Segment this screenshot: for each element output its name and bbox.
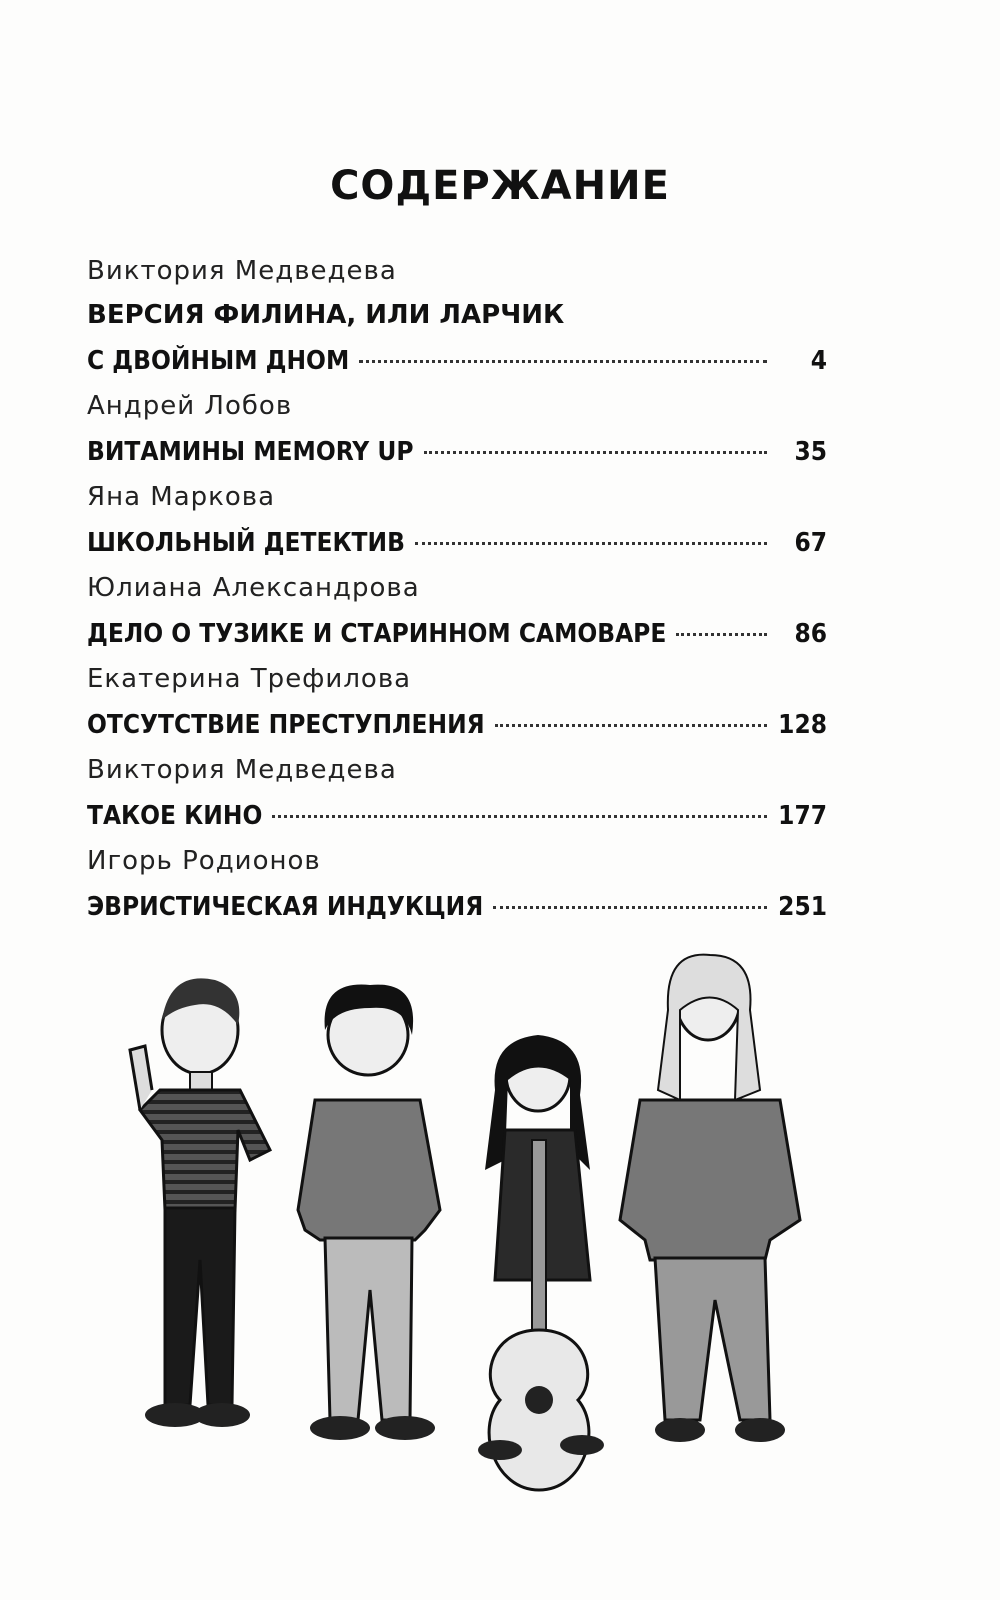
entry-author: Виктория Медведева xyxy=(87,256,397,286)
entry-title: ТАКОЕ КИНО xyxy=(87,801,263,831)
toc-entry xyxy=(87,567,827,658)
page-title: СОДЕРЖАНИЕ xyxy=(330,163,670,209)
entry-title-row xyxy=(87,792,827,840)
entry-title: ЭВРИСТИЧЕСКАЯ ИНДУКЦИЯ xyxy=(87,892,484,922)
toc-entry xyxy=(87,749,827,840)
girl-hoodie-figure xyxy=(620,955,800,1442)
entry-title-row xyxy=(87,610,827,658)
entry-title-row xyxy=(87,883,827,931)
entry-title-row xyxy=(87,701,827,749)
toc-entry xyxy=(87,840,827,931)
dot-leader xyxy=(415,542,767,545)
entry-author: Екатерина Трефилова xyxy=(87,664,412,694)
table-of-contents xyxy=(87,250,827,931)
entry-title: ОТСУТСТВИЕ ПРЕСТУПЛЕНИЯ xyxy=(87,710,485,740)
dot-leader xyxy=(493,906,767,909)
dot-leader xyxy=(676,633,767,636)
entry-title: ШКОЛЬНЫЙ ДЕТЕКТИВ xyxy=(87,528,405,558)
entry-title-row xyxy=(87,428,827,476)
entry-page-number: 251 xyxy=(778,892,827,922)
entry-title: ВИТАМИНЫ MEMORY UP xyxy=(87,437,414,467)
toc-entry xyxy=(87,250,827,385)
entry-author: Яна Маркова xyxy=(87,482,275,512)
boy-curly-figure xyxy=(298,985,440,1440)
entry-page-number: 35 xyxy=(794,437,827,467)
entry-title-row xyxy=(87,337,827,385)
dot-leader xyxy=(424,451,768,454)
entry-page-number: 4 xyxy=(810,346,827,376)
entry-title-line: ВЕРСИЯ ФИЛИНА, ИЛИ ЛАРЧИК xyxy=(87,300,565,330)
toc-entry xyxy=(87,658,827,749)
entry-title-row xyxy=(87,519,827,567)
entry-author: Виктория Медведева xyxy=(87,755,397,785)
girl-guitar-figure xyxy=(478,1035,604,1490)
dot-leader xyxy=(359,360,767,363)
entry-page-number: 67 xyxy=(794,528,827,558)
boy-waving-figure xyxy=(130,978,270,1427)
entry-title: ДЕЛО О ТУЗИКЕ И СТАРИННОМ САМОВАРЕ xyxy=(87,619,667,649)
entry-page-number: 177 xyxy=(778,801,827,831)
entry-author: Игорь Родионов xyxy=(87,846,321,876)
entry-title: С ДВОЙНЫМ ДНОМ xyxy=(87,346,350,376)
dot-leader xyxy=(272,815,767,818)
entry-author: Андрей Лобов xyxy=(87,391,293,421)
entry-page-number: 128 xyxy=(778,710,827,740)
toc-entry xyxy=(87,385,827,476)
toc-entry xyxy=(87,476,827,567)
entry-page-number: 86 xyxy=(794,619,827,649)
teens-illustration xyxy=(120,950,820,1510)
entry-author: Юлиана Александрова xyxy=(87,573,420,603)
dot-leader xyxy=(495,724,767,727)
